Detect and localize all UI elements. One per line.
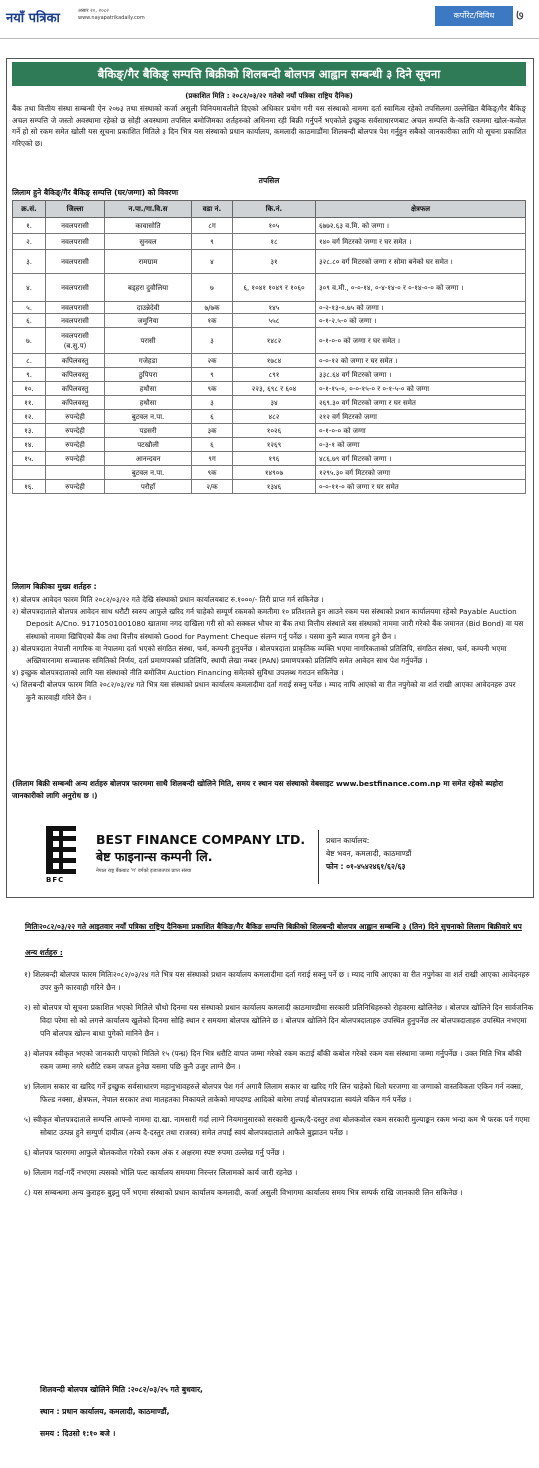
table-row — [13, 410, 526, 424]
table-body — [13, 218, 526, 494]
table-cell: आनन्दवन — [105, 452, 192, 466]
table-cell: २२३, ६९८ र ६०४ — [233, 382, 316, 396]
table-cell: १७८४ — [233, 354, 316, 368]
table-cell: १४. — [13, 438, 46, 452]
table-cell: गजेहडा — [105, 354, 192, 368]
table-row — [13, 396, 526, 410]
table-cell: ९ — [192, 234, 233, 250]
table-cell: १०२६ — [233, 424, 316, 438]
table-cell: ३. — [13, 250, 46, 274]
table-cell: १०. — [13, 382, 46, 396]
table-cell: ५. — [13, 302, 46, 314]
table-cell: नवलपरासी — [46, 274, 105, 302]
property-table — [12, 200, 526, 494]
table-cell: सुनवल — [105, 234, 192, 250]
table-cell: कावासोति — [105, 218, 192, 234]
table-cell: ६. — [13, 314, 46, 328]
column-header: वडा नं. — [192, 201, 233, 218]
newspaper-logo: नयाँ पत्रिका — [6, 11, 60, 26]
table-cell: ९क — [192, 466, 233, 480]
table-cell: १८ — [233, 234, 316, 250]
table-row — [13, 424, 526, 438]
table-cell: पटखौली — [105, 438, 192, 452]
table-cell: बुटवल न.पा. — [105, 466, 192, 480]
company-name-en: BEST FINANCE COMPANY LTD. — [96, 832, 306, 847]
opening-date: शिलवन्दी बोलपत्र खोलिने मिति :२०८२/०३/२५ गते बुधवार, — [40, 1385, 203, 1394]
column-header: न.पा./गा.वि.स — [105, 201, 192, 218]
notice-title: बैकिङ्/गैर बैकिङ् सम्पत्ति बिक्रीको शिलबन्दी बोलपत्र आह्वान सम्बन्धी ३ दिने सूचना — [12, 62, 526, 86]
table-cell: ०-२-१३-०.७५ को जग्गा । — [316, 302, 526, 314]
table-cell: ८ग — [192, 218, 233, 234]
table-cell: जमुनिया — [105, 314, 192, 328]
table-header-row — [13, 201, 526, 218]
rule-item: ५) स्वीकृत बोलपत्रदाताले सम्पत्ति आफ्नो नाममा दा.खा. नामसारी गर्दा लाग्ने नियमानुसारको सरकारी शुल्क/दै-दस्तुर तथा बोलकवोल रकम सरकारी मुल्याङ्कन रकम भन्दा कम भै फरक पर्न गएमा सोबाट उत्पन्न हुने सम्पुर्ण दायीत्व (अन्य दै-दस्तुर तथा राजस्व) समेत तपाईं स्वयं बोलपत्रदाताले आफैले बुझाउन पर्नेछ । — [24, 1115, 530, 1137]
condition-item: २) बोलपत्रदाताले बोलपत्र आवेदन साथ धरौटी स्वरुप आफुले खरिद गर्न चाहेको सम्पूर्ण रकमको कमतीमा १० प्रतिशतले हुन आउने रकम यस संस्थाको प्रधान कार्यालयमा रहेको Payable Auction Deposit A/Cno. 91710501001080 खातामा नगद दाखिला गरी सो को सक्कल भौचर वा बैंक तथा वित्तीय संस्थाले यस संस्थाको नाममा जारी गरेको बैंक जमानत (Bid Bond) वा यस संस्थाको नाममा खिचिएको बैंक तथा वित्तीय संस्थाको Good for Payment Cheque संलग्न गर्नु पर्नेछ । यसमा कुनै ब्याज गणना हुने छैन । — [12, 607, 524, 641]
table-cell: पडसरी — [105, 424, 192, 438]
opening-place: स्थान : प्रधान कार्यालय, कमलादी, काठमाण्डौं, — [40, 1407, 170, 1416]
office-info — [326, 834, 411, 873]
rule-item: २) सो बोलपत्र यो सूचना प्रकाशित भएको मितिले चौथो दिनमा यस संस्थाको प्रधान कार्यालय कमलादी काठमाण्डौमा सरकारी प्रतिनिधिहरुको रोहवरमा खोलिनेछ । बोलपत्र खोलिने दिन सार्वजनिक विदा परेमा सो को लगत्ते कार्यालय खुलेको दिनमा सोहि स्थान र समयमा बोलपत्र खोलिने छ । बोलपत्र खोलिने दिन बोलपत्रदाताहरु उपस्थित हुनुपर्नेछ तर बोलपत्रदाताहरु उपस्थित नभएमा पनि बोलपत्र खोल्न बाधा पुगेको मानिने छैन । — [24, 1003, 534, 1038]
table-cell: नवलपरासी — [46, 314, 105, 328]
table-cell — [13, 466, 46, 480]
rule-item: ७) लिलाम गर्दा-गर्दै नभएमा त्यसको भोलि पल्ट कार्यालय समयमा निरन्तर लिलामको कार्य जारी रहनेछ । — [24, 1168, 298, 1177]
table-cell: ९क — [192, 382, 233, 396]
table-cell: ०-३-१ को जग्गा — [316, 438, 526, 452]
table-cell: २६९.३० वर्ग मिटरको जग्गा र घर समेत — [316, 396, 526, 410]
table-row — [13, 438, 526, 452]
company-block — [20, 826, 520, 890]
table-cell: रुपन्देही — [46, 480, 105, 494]
table-cell: कपिलवस्तु — [46, 396, 105, 410]
table-cell: ०-१-०-० को जग्गा र घर समेत । — [316, 328, 526, 354]
table-cell: कपिलवस्तु — [46, 368, 105, 382]
table-cell: रामग्राम — [105, 250, 192, 274]
table-cell: १२. — [13, 410, 46, 424]
table-cell: ठुपिपरा — [105, 368, 192, 382]
tapsil-heading: तपसिल — [258, 176, 280, 185]
table-cell: नवलपरासी — [46, 234, 105, 250]
table-row — [13, 452, 526, 466]
table-cell: ३ — [192, 328, 233, 354]
rule-item: ८) यस सम्बन्धमा अन्य कुराहरु बुझ्नु पर्ने भएमा संस्थाको प्रधान कार्यालय कमलादी, कर्जा असुली विभागमा कार्यालय समय भित्र सम्पर्क राखि जानकारी लिन सकिनेछ । — [24, 1188, 463, 1197]
table-cell: ३४ — [233, 396, 316, 410]
header-site: www.nayapatrikadaily.com — [78, 15, 145, 21]
table-cell: ३०९ व.मी., ०-०-१४, ०-४-१४-० र ०-१४-०-० को जग्गा । — [316, 274, 526, 302]
table-cell: ६ — [192, 410, 233, 424]
column-header: क्षेत्रफल — [316, 201, 526, 218]
table-cell: ७. — [13, 328, 46, 354]
table-cell: ३२८.८० वर्ग मिटरको जग्गा र सोमा बनेको घर समेत । — [316, 250, 526, 274]
table-cell: ०-१-०-० को जग्गा — [316, 424, 526, 438]
table-cell: १. — [13, 218, 46, 234]
table-cell: ४८२ — [233, 410, 316, 424]
opening-info — [40, 1379, 203, 1445]
table-cell: रुपन्देही — [46, 424, 105, 438]
table-cell: ०-०-११-० को जग्गा र घर समेत — [316, 480, 526, 494]
table-cell: ७/७क — [192, 302, 233, 314]
table-row — [13, 382, 526, 396]
bfc-logo — [46, 826, 76, 874]
condition-item: ५) शिलबन्दी बोलपत्र फारम मिति २०८२/०३/२४ गते भित्र यस संस्थाको प्रधान कार्यालय कमलादीमा दर्ता गराई सक्नु पर्नेछ । म्याद नाघि आएको वा रीत नपुगेको वा शर्त राखी आएका आवेदनहरु उपर कुनै कारवाही गरिने छैन । — [12, 680, 516, 702]
table-cell: कपिलवस्तु — [46, 382, 105, 396]
table-cell: नवलपरासी — [46, 218, 105, 234]
table-row — [13, 466, 526, 480]
rule-item: १) शिलबन्दी बोलपत्र फारम मितिः२०८२/०३/२४ गते भित्र यस संस्थाको प्रधान कार्यालय कमलादीमा दर्ता गराई सक्नु पर्ने छ । म्याद नाघि आएका वा रीत नपुगेका वा शर्त राखी आएका आवेदनहरु उपर कुनै कारवाही गरिने छैन । — [24, 970, 530, 992]
table-row — [13, 234, 526, 250]
rule-item: ४) लिलाम सकार वा खरिद गर्ने इच्छुक सर्वसाधारण महानुभावहरुले बोलपत्र पेश गर्न अगावै लिलाम सकार वा खरिद गरि लिन चाहेको धितो घरजग्गा वा जग्गाको वास्तविकता एकिन गर्न नक्सा, फिल्ड नक्सा, क्षेत्रफल, नेपाल सरकार तथा मातहतका निकायले ताकेको मापदण्ड आदिको बारेमा तपाई बोलपत्रदाता स्वयंले यकिन गर्न पर्नेछ । — [24, 1082, 524, 1104]
table-cell: १३. — [13, 424, 46, 438]
column-header: क्र.सं. — [13, 201, 46, 218]
table-cell: ४. — [13, 274, 46, 302]
table-cell: २१२ वर्ग मिटरको जग्गा — [316, 410, 526, 424]
misc-note: (लिलाम बिक्री सम्बन्धी अन्य शर्तहरु बोलपत्र फारममा साथै शिलबन्दी खोलिने मिति, समय र स्थान यस संस्थाको वेबसाइट www.bestfinance.com.np मा समेत रहेको ब्यहोरा जानकारीको लागि अनुरोध छ ।) — [12, 779, 504, 800]
notice-intro: बैंक तथा वित्तीय संस्था सम्बन्धी ऐन २०७३ तथा संस्थाको कर्जा असुली विनियमावलीले दिएको अधिकार प्रयोग गरी यस संस्थाको नाममा दर्ता स्वामित्व रहेको तपसिलमा उल्लेखित बैकिङ्/गैर बैकिङ् अचल सम्पत्ति जे जस्तो अवस्थामा रहेको छ सोही अवस्थामा तपसिल बमोजिमका शर्तहरुको अधिनमा रही बिक्री गर्नुपर्ने भएकोले इच्छुक सर्वसाधारणबाट अचल सम्पत्ति के-कति रकममा खोल-कवोल गर्ने हो सो रकम समेत खोली यस सूचना प्रकाशित मितिले ३ दिन भित्र यस संस्थाको प्रधान कार्यालय, कमलादी काठमाडौंमा शिलबन्दी बोलपत्र पेश गर्नुहुन सबैको जानकारीका लागि यो सूचना प्रकाशित गरिएको छ। — [12, 104, 526, 148]
table-row — [13, 302, 526, 314]
header-meta — [78, 8, 145, 22]
rule-item: ६) बोलपत्र फारममा आफुले बोलकवोल गरेको रकम अंक र अक्षरमा स्पष्ट रुपमा उल्लेख गर्नु पर्नेछ । — [24, 1148, 285, 1157]
table-cell: १९६ — [233, 452, 316, 466]
table-cell: ६७७२.६३ व.मि. को जग्गा । — [316, 218, 526, 234]
company-abbr: BFC — [46, 876, 65, 884]
condition-item: ३) बोलपत्रदाता नेपाली नागरिक वा नेपालमा दर्ता भएको संगठित संस्था, फर्म, कम्पनी हुनुपर्नेछ । बोलपत्रदाता प्राकृतिक व्यक्ति भएमा नागरिकताको प्रतिलिपि, संगठित संस्था, फर्म, कम्पनी भएमा अख्तियारनामा सञ्चालक समितिको निर्णय, दर्ता प्रमाणपत्रको प्रतिलिपि, स्थायी लेखा नम्बर (PAN) प्रमाणपत्रको प्रतिलिपि समेत आवेदन साथ पेश गर्नुपर्नेछ । — [12, 643, 507, 666]
table-cell: २/क — [192, 480, 233, 494]
table-cell: १४८२ — [233, 328, 316, 354]
table-cell: १२६९ — [233, 438, 316, 452]
table-cell: बड्हरा दुवौलिया — [105, 274, 192, 302]
table-cell: परौहाँ — [105, 480, 192, 494]
table-cell: ३क — [192, 424, 233, 438]
table-cell: ३३८.६४ वर्ग मिटरको जग्गा । — [316, 368, 526, 382]
table-cell: ६ — [192, 438, 233, 452]
table-row — [13, 328, 526, 354]
office-label: प्रधान कार्यालय: — [326, 836, 370, 845]
page-number: ७ — [516, 6, 524, 24]
company-divider — [318, 830, 319, 884]
table-cell: ६, १०४१ १०४९ र १०६० — [233, 274, 316, 302]
table-cell: ७ — [192, 274, 233, 302]
column-header: कि.नं. — [233, 201, 316, 218]
table-row — [13, 480, 526, 494]
column-header: जिल्ला — [46, 201, 105, 218]
table-cell: १३४६ — [233, 480, 316, 494]
table-cell: रुपन्देही — [46, 438, 105, 452]
published-line: (प्रकाशित मिति : २०८२/०३/२२ गतेको नयाँ पत्रिका राष्ट्रिय दैनिक) — [185, 92, 353, 100]
table-cell: दाउन्नेदेवी — [105, 302, 192, 314]
table-cell: १२९५.३० वर्ग मिटरको जग्गा — [316, 466, 526, 480]
company-tagline: नेपाल राष्ट्र बैंकबाट 'ग' वर्गको इजाजतपत्र प्राप्त संस्था — [96, 868, 192, 874]
table-cell: ४ — [192, 250, 233, 274]
table-cell: १४५ — [233, 302, 316, 314]
table-cell: बुटवल न.पा. — [105, 410, 192, 424]
opening-time: समय : दिउसो १:१० बजे । — [40, 1429, 116, 1438]
table-cell: २. — [13, 234, 46, 250]
table-cell: हथौसा — [105, 396, 192, 410]
table-cell: ३१ — [233, 250, 316, 274]
table-cell: १०५ — [233, 218, 316, 234]
table-row — [13, 314, 526, 328]
table-cell: ४८६.७९ वर्ग मिटरको जग्गा । — [316, 452, 526, 466]
newspaper-header — [0, 0, 539, 39]
table-cell: कपिलवस्तु — [46, 354, 105, 368]
header-date: असार २०, २०८२ — [78, 8, 109, 14]
table-row — [13, 250, 526, 274]
section-label: कर्पोरेट/विविध — [435, 6, 513, 26]
table-row — [13, 218, 526, 234]
table-cell: नवलपरासी (ब.सु.प) — [46, 328, 105, 354]
table-cell: ३ — [192, 396, 233, 410]
table-cell: ९ — [192, 368, 233, 382]
table-cell — [46, 466, 105, 480]
table-title: लिलाम हुने बैकिङ्/गैर बैकिङ् सम्पत्ति (घर/जग्गा) को विवरणः — [12, 188, 179, 197]
supplement-heading: मितिः२०८२/०३/२२ गते आइतवार नयाँ पत्रिका राष्ट्रिय दैनिकमा प्रकाशित बैकिङ/गैर बैकिङ सम्पत्ति बिक्रीको शिलबन्दी बोलपत्र आह्वान सम्बन्धि ३ (तिन) दिने सुचनाको लिलाम बिक्रीवारे थप अन्य शर्तहरु : — [25, 922, 522, 957]
conditions-list — [12, 594, 526, 704]
table-cell: ११. — [13, 396, 46, 410]
condition-item: १) बोलपत्र आवेदन फारम मिति २०८२/०३/२२ गते देखि संस्थाको प्रधान कार्यालयबाट रु.१०००/- तिरी प्राप्त गर्न सकिनेछ । — [12, 595, 324, 604]
table-cell: ९ग — [192, 452, 233, 466]
table-cell: ५५८ — [233, 314, 316, 328]
table-cell: ०-१-१५-०, ०-०-१५-० र ०-१-५-० को जग्गा — [316, 382, 526, 396]
table-cell: १४० वर्ग मिटरको जग्गा र घर समेत । — [316, 234, 526, 250]
table-cell: ८. — [13, 354, 46, 368]
table-row — [13, 368, 526, 382]
condition-item: ४) इच्छुक बोलपत्रदाताको लागि यस संस्थाको नीति बमोजिम Auction Financing समेतको सुविधा उपलब्ध गराउन सकिनेछ । — [12, 668, 344, 678]
table-cell: ०-०-१२ को जग्गा र घर समेत । — [316, 354, 526, 368]
table-cell: रुपन्देही — [46, 452, 105, 466]
table-cell: १५. — [13, 452, 46, 466]
supplement-rules — [24, 968, 534, 1206]
table-cell: १४९०७ — [233, 466, 316, 480]
table-cell: रुपन्देही — [46, 410, 105, 424]
rule-item: ३) बोलपत्र स्वीकृत भएको जानकारी पाएको मितिले १५ (पन्ध्र) दिन भित्र धरौटि वापत जम्मा गरेको रकम कटाई बाँकी कबोल गरेको रकम यस संस्थामा जम्मा गर्नुपर्नेछ । उक्त मिति भित्र बाँकी रकम जम्मा नगरे धरौटि रकम जफत हुनेछ यसमा पछि कुनै उजुर लाग्ने छैन । — [24, 1049, 522, 1071]
table-cell: ८९१ — [233, 368, 316, 382]
table-cell: नवलपरासी — [46, 302, 105, 314]
office-address: बेष्ट भवन, कमलादी, काठमाण्डौं — [326, 849, 412, 858]
table-cell: परासी — [105, 328, 192, 354]
table-cell: १क — [192, 314, 233, 328]
table-cell: नवलपरासी — [46, 250, 105, 274]
table-cell: ०-१-२.५-० को जग्गा । — [316, 314, 526, 328]
table-cell: १६. — [13, 480, 46, 494]
conditions-title: लिलाम बिक्रीका मुख्य शर्तहरु : — [12, 582, 97, 591]
table-cell: हथौसा — [105, 382, 192, 396]
table-cell: २क — [192, 354, 233, 368]
table-row — [13, 274, 526, 302]
company-name-np: बेष्ट फाइनान्स कम्पनी लि. — [96, 849, 213, 864]
table-cell: ९. — [13, 368, 46, 382]
office-phone: फोन : ०१-४५४२४६१/६२/६३ — [326, 862, 406, 871]
table-row — [13, 354, 526, 368]
